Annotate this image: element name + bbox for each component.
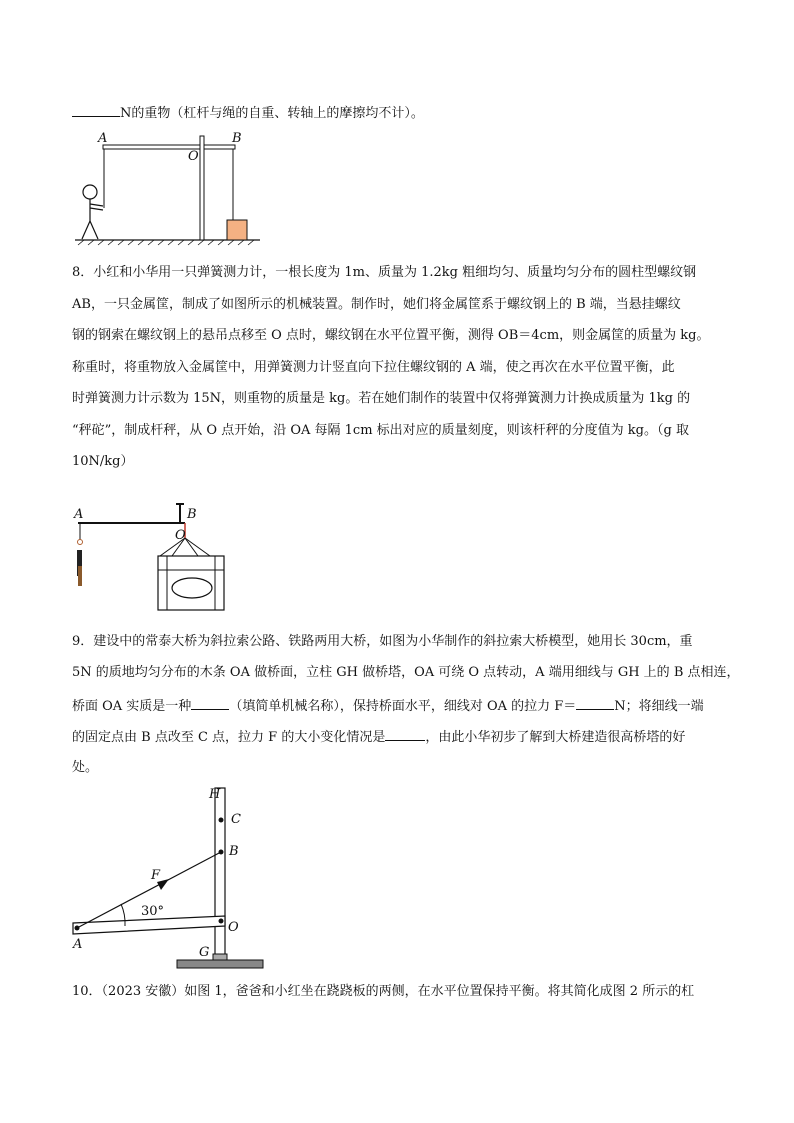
- q9-line-3: [72, 697, 704, 715]
- q9-line-5: 处。: [72, 760, 99, 775]
- q9-line-2: 5N 的质地均匀分布的木条 OA 做桥面，立柱 GH 做桥塔，OA 可绕 O 点转动，A 端用细线与 GH 上的 B 点相连，: [72, 665, 740, 680]
- q8-line-2: AB，一只金属筐，制成了如图所示的机械装置。制作时，她们将金属筐系于螺纹钢上的 B 端，当悬挂螺纹: [72, 297, 681, 312]
- fig3-label-b: B: [229, 844, 239, 859]
- answer-blank: [385, 728, 425, 741]
- q7-tail-text: N的重物（杠杆与绳的自重、转轴上的摩擦均不计）。: [120, 106, 424, 121]
- fig1-label-b: B: [232, 131, 242, 146]
- fig3-label-f: F: [151, 868, 161, 883]
- q9-line3-a: 桥面 OA 实质是一种: [72, 699, 192, 714]
- q8-line-5: 时弹簧测力计示数为 15N，则重物的质量是 kg。若在她们制作的装置中仅将弹簧测力计换成质量为 1kg 的: [72, 391, 691, 406]
- q9-line-4: [72, 728, 685, 746]
- q9-line-1: 9．建设中的常泰大桥为斜拉索公路、铁路两用大桥，如图为小华制作的斜拉索大桥模型，她用长 30cm，重: [72, 634, 693, 649]
- q9-line4-b: ，由此小华初步了解到大桥建造很高桥塔的好: [425, 730, 686, 745]
- q10-line-1: 10．（2023 安徽）如图 1，爸爸和小红坐在跷跷板的两侧，在水平位置保持平衡。将其简化成图 2 所示的杠: [72, 984, 695, 999]
- fig3-label-o: O: [228, 920, 239, 935]
- fig2-label-b: B: [187, 507, 197, 522]
- figure-person-lever: [70, 128, 270, 246]
- q9-line3-b: （填简单机械名称），保持桥面水平，细线对 OA 的拉力 F＝: [229, 699, 577, 714]
- figure-steel-bar-basket: [72, 488, 242, 613]
- point-o: [219, 919, 224, 924]
- fig2-label-a: A: [74, 507, 84, 522]
- fig3-label-g: G: [199, 945, 210, 960]
- q7-tail-line: [72, 104, 424, 122]
- answer-blank: [191, 697, 229, 710]
- basket-icon: [158, 523, 224, 610]
- figure-bridge-model: [65, 782, 275, 974]
- q9-line4-a: 的固定点由 B 点改至 C 点，拉力 F 的大小变化情况是: [72, 730, 386, 745]
- answer-blank: [72, 104, 120, 117]
- spring-scale-icon: [77, 523, 83, 586]
- q8-line-3: 钢的钢索在螺纹钢上的悬吊点移至 O 点时，螺纹钢在水平位置平衡，测得 OB＝4cm，则金属筐的质量为 kg。: [72, 328, 710, 343]
- fig2-label-o: O: [175, 528, 186, 543]
- fig3-label-h: H: [209, 787, 221, 802]
- fig1-label-o: O: [188, 149, 199, 164]
- fig3-label-angle: 30°: [141, 904, 165, 919]
- fig3-label-c: C: [231, 812, 241, 827]
- q8-line-7: 10N/kg）: [72, 454, 134, 469]
- fig3-label-a: A: [73, 937, 83, 952]
- q8-line-4: 称重时，将重物放入金属筐中，用弹簧测力计竖直向下拉住螺纹钢的 A 端，使之再次在水平位置平衡，此: [72, 360, 675, 375]
- q9-line3-c: N；将细线一端: [614, 699, 704, 714]
- q8-line-6: “秤砣”，制成杆秤，从 O 点开始，沿 OA 每隔 1cm 标出对应的质量刻度，则该杆秤的分度值为 kg。（g 取: [72, 423, 689, 438]
- point-c: [219, 818, 224, 823]
- person-icon: [82, 185, 103, 239]
- q8-line-1: 8．小红和小华用一只弹簧测力计，一根长度为 1m、质量为 1.2kg 粗细均匀、质量均匀分布的圆柱型螺纹钢: [72, 265, 697, 280]
- answer-blank: [576, 697, 614, 710]
- fig1-label-a: A: [98, 131, 108, 146]
